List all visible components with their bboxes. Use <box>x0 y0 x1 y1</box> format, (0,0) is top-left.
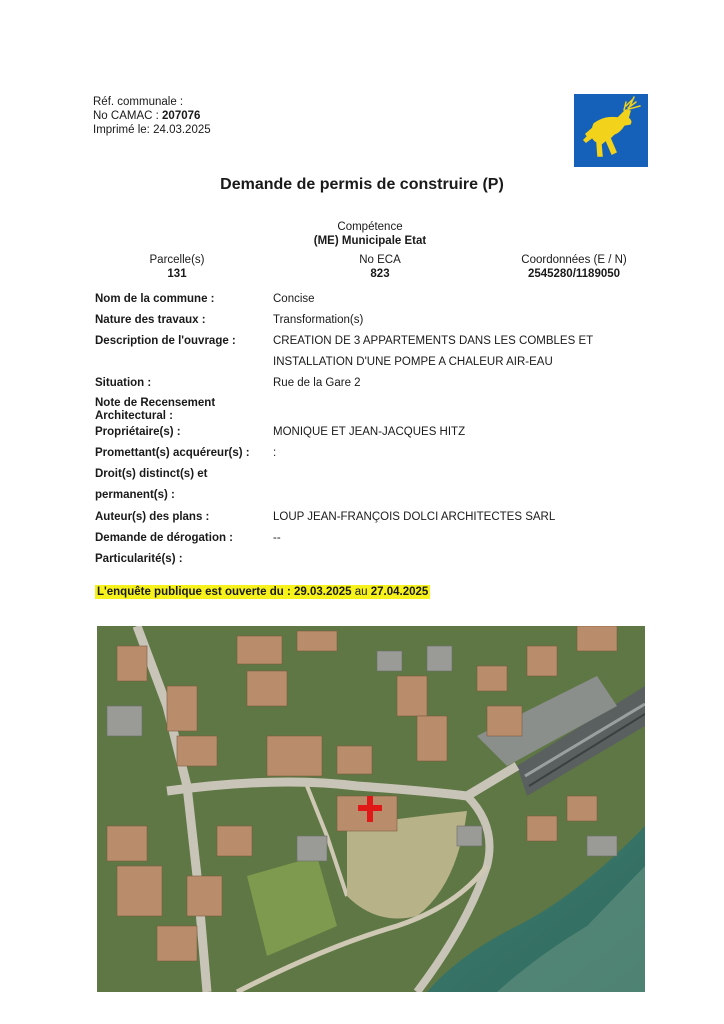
imprime-value: 24.03.2025 <box>153 124 211 136</box>
field-value: : <box>273 447 277 459</box>
enquete-publique <box>95 585 430 599</box>
coordonnees-value: 2545280/1189050 <box>527 268 621 280</box>
field-value: LOUP JEAN-FRANÇOIS DOLCI ARCHITECTES SARL <box>273 511 556 523</box>
enquete-au: au <box>354 586 368 598</box>
enquete-text: L'enquête publique est ouverte du : <box>97 586 291 598</box>
parcelle-column <box>97 253 257 281</box>
field-value: CREATION DE 3 APPARTEMENTS DANS LES COMBLES ET INSTALLATION D'UNE POMPE A CHALEUR AIR-EAU <box>273 335 593 368</box>
reference-block <box>93 95 211 137</box>
competence-value: (ME) Municipale Etat <box>313 235 427 247</box>
field-value: -- <box>273 532 281 544</box>
field-label: Situation : <box>95 377 152 389</box>
competence-block <box>270 220 470 248</box>
aerial-map <box>97 626 645 992</box>
coordonnees-label: Coordonnées (E / N) <box>521 254 627 266</box>
field-label: Droit(s) distinct(s) et <box>95 468 208 480</box>
camac-line <box>93 109 211 123</box>
field-label: Note de Recensement Architectural : <box>95 397 216 422</box>
imprime-label: Imprimé le: <box>93 124 150 136</box>
field-label: Promettant(s) acquéreur(s) : <box>95 447 250 459</box>
enquete-date-to: 27.04.2025 <box>370 586 429 598</box>
field-label: permanent(s) : <box>95 489 175 501</box>
field-label: Nom de la commune : <box>95 293 215 305</box>
stag-crest-icon <box>574 94 648 167</box>
field-label: Demande de dérogation : <box>95 532 234 544</box>
eca-column <box>300 253 460 281</box>
eca-label: No ECA <box>359 254 401 266</box>
ref-communale: Réf. communale : <box>93 96 184 108</box>
page-title: Demande de permis de construire (P) <box>220 176 504 193</box>
camac-value: 207076 <box>162 110 201 122</box>
field-label: Auteur(s) des plans : <box>95 511 210 523</box>
field-value: Rue de la Gare 2 <box>273 377 361 389</box>
imprime-line <box>93 123 211 137</box>
parcelle-value: 131 <box>167 268 187 280</box>
field-value: MONIQUE ET JEAN-JACQUES HITZ <box>273 426 466 438</box>
coordonnees-column <box>494 253 654 281</box>
field-value: Transformation(s) <box>273 314 364 326</box>
eca-value: 823 <box>370 268 390 280</box>
parcelle-label: Parcelle(s) <box>149 254 205 266</box>
field-label: Propriétaire(s) : <box>95 426 181 438</box>
competence-label: Compétence <box>337 221 403 233</box>
enquete-date-from: 29.03.2025 <box>293 586 352 598</box>
field-label: Description de l'ouvrage : <box>95 335 236 347</box>
field-label: Nature des travaux : <box>95 314 206 326</box>
field-label: Particularité(s) : <box>95 553 183 565</box>
field-value: Concise <box>273 293 315 305</box>
camac-label: No CAMAC : <box>93 110 159 122</box>
